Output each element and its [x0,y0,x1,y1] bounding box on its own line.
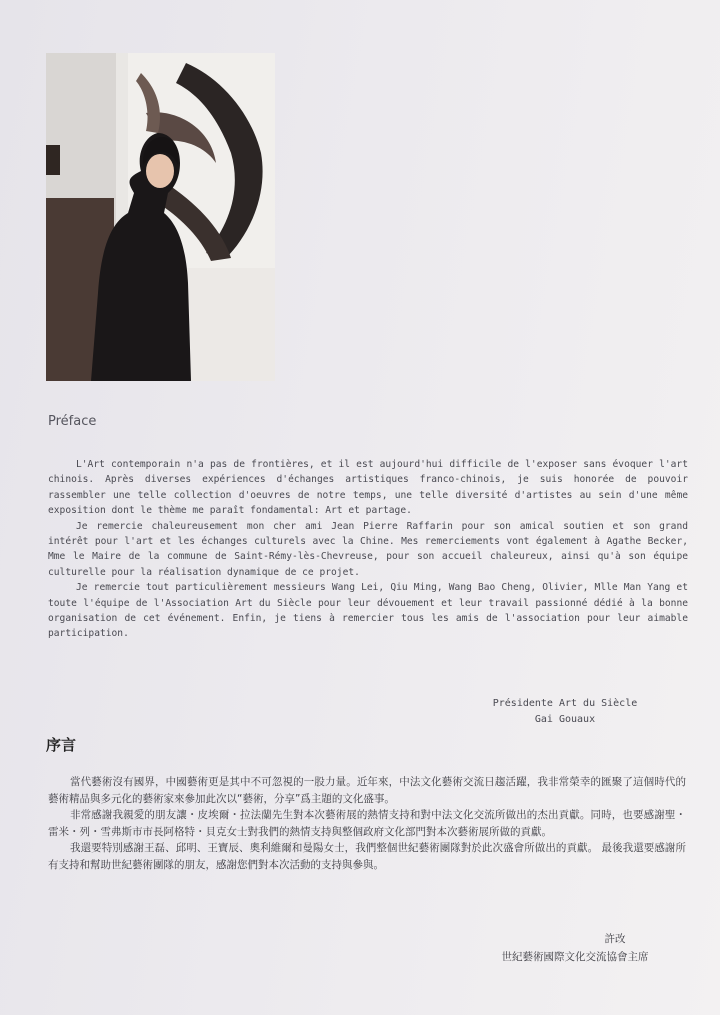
preface-paragraph: Je remercie chaleureusement mon cher ami Jean Pierre Raffarin pour son amical soutien et son grand intérêt pour l'art et les échanges culturels avec la Chine. Mes remerciements vont également à Agathe Becker, Mme le Maire de la commune de Saint-Rémy-lès-Chevreuse, pour son accueil chaleureux, ainsi qu'à son équipe culturelle pour la réalisation dynamique de ce projet. [48,520,688,578]
preface-paragraph: L'Art contemporain n'a pas de frontières, et il est aujourd'hui difficile de l'exposer sans évoquer l'art chinois. Après diverses expériences d'échanges artistiques franco-chinois, je suis honorée de pouvoir rassembler une telle collection d'oeuvres de notre temps, une telle diversité d'artistes au sein d'une même exposition dont le thème me paraît fondamental: Art et partage. [48,459,688,517]
preface-paragraph: Je remercie tout particulièrement messieurs Wang Lei, Qiu Ming, Wang Bao Cheng, Olivier, Mlle Man Yang et toute l'équipe de l'Association Art du Siècle pour leur dévouement et leur travail passionné dédié à la bonne organisation de cet événement. Enfin, je tiens à remercier tous les amis de l'association pour leur aimable participation. [48,582,688,640]
preface-heading-fr: Préface [48,414,97,429]
signature-title: 世紀藝術國際文化交流協會主席 [501,951,649,963]
signature-name: Gai Gouaux [534,714,596,725]
preface-body-fr [48,457,688,642]
signature-name: 許改 [604,933,626,945]
signature-zh [470,930,680,966]
preface-paragraph: 當代藝術沒有國界，中國藝術更是其中不可忽視的一股力量。近年來，中法文化藝術交流日趨活躍，我非常榮幸的匯聚了這個時代的藝術精品與多元化的藝術家來參加此次以“藝術，分享”爲主題的文化盛事。 [48,776,686,805]
preface-heading-zh: 序言 [46,736,77,754]
signature-title: Présidente Art du Siècle [492,698,638,709]
preface-body-zh [48,774,686,873]
preface-paragraph: 非常感謝我親愛的朋友讓・皮埃爾・拉法蘭先生對本次藝術展的熱情支持和對中法文化交流所做出的杰出貢獻。同時，也要感謝聖・雷米・列・雪弗斯市市長阿格特・貝克女士對我們的熱情支持與整個政府文化部門對本次藝術展所做的貢獻。 [48,809,686,838]
portrait-photo [46,53,275,381]
signature-fr [470,696,660,728]
preface-paragraph: 我還要特別感謝王磊、邱明、王寶辰、奧利維爾和曼陽女士，我們整個世紀藝術團隊對於此次盛會所做出的貢獻。 最後我還要感謝所有支持和幫助世紀藝術團隊的朋友，感謝您們對本次活動的支持與參與。 [48,842,686,871]
